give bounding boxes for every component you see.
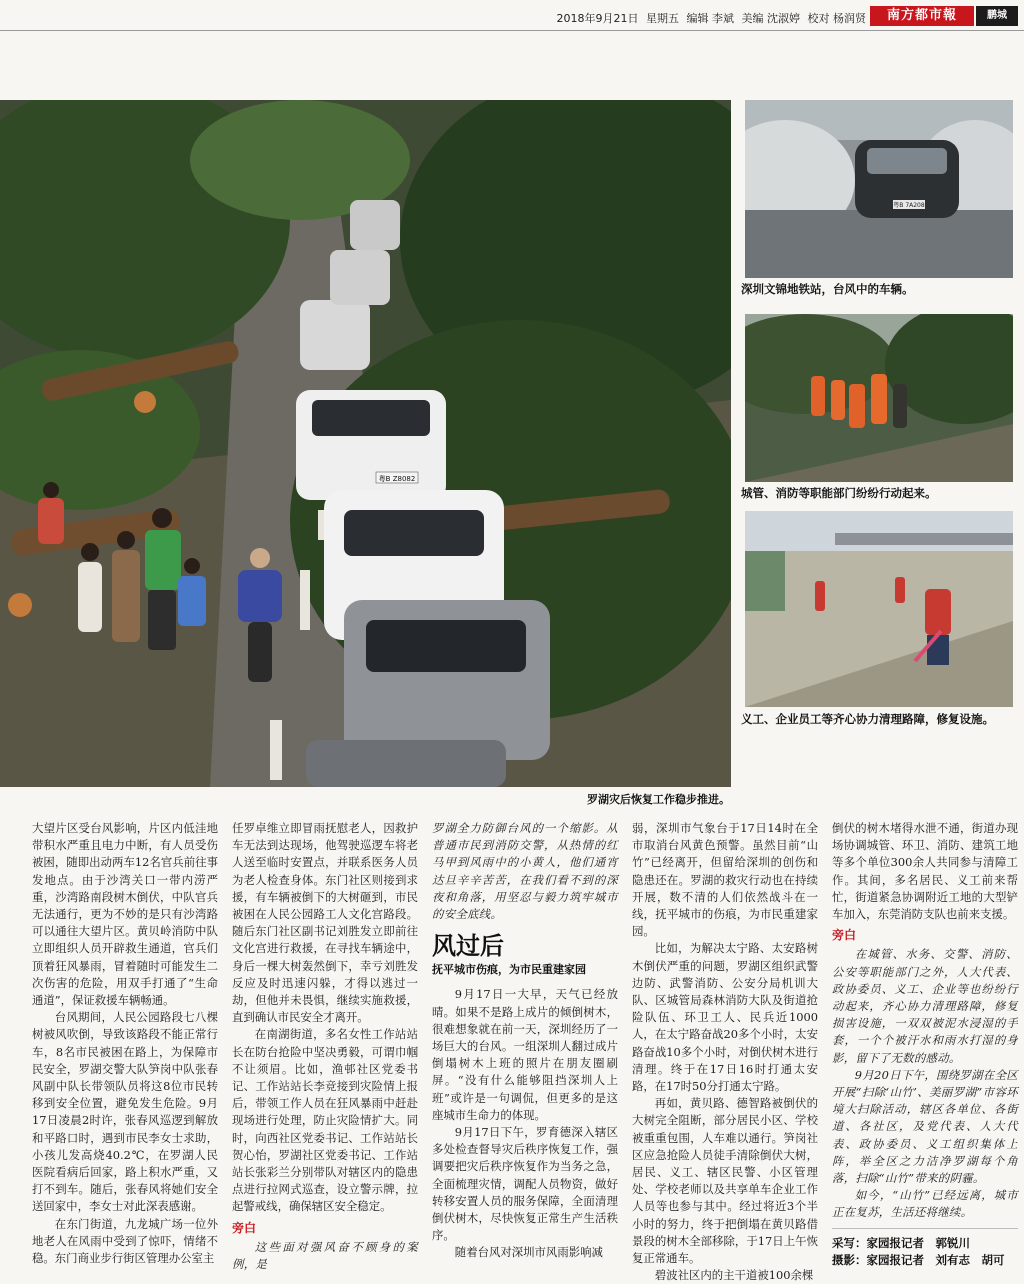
sidebar-label: 旁白 [232,1220,257,1235]
paragraph: 碧波社区内的主干道被100余棵 [654,1268,814,1283]
header-weekday: 星期五 [646,12,679,25]
flood-car-plate: 粤B 7A208 [893,202,925,209]
paragraph: 比如，为解决太宁路、太安路树木倒伏严重的问题，罗湖区组织武警边防、武警消防、公安分局机训大队、区城管局森林消防大队及街道抢险队伍、环卫工人、民兵近1000人，在太宁路奋战20多个小时，太安路奋战10多个小时，对倒伏树木进行清理。终于在17日16时打通太安路，在17时50分打通太宁路。 [632,941,818,1094]
paragraph: 弱，深圳市气象台于17日14时在全市取消台风黄色预警。虽然目前“山竹”已经离开，但留给深圳的创伤和隐患还在。罗湖的救灾行动也在持续开展，数不清的人们依然战斗在一线，抚平城市的伤痕，为市民重建家园。 [632,821,818,939]
article-subhead: 抚平城市伤痕，为市民重建家园 [432,963,586,977]
article-column-2 [232,820,418,1273]
article-column-3 [432,820,618,1262]
sidebar-text: 在城管、水务、交警、消防、公安等职能部门之外，人大代表、政协委员、义工、企业等也纷纷行动起来，齐心协力清理路障，修复损害设施，一双双被泥水浸湿的手套，一个个被汗水和雨水打湿的身影，留下了无数的感动。 [832,947,1018,1065]
paragraph: 随着台风对深圳市风雨影响减 [454,1245,603,1260]
main-car-plate: 粤B Z8082 [378,475,416,483]
paragraph: 9月17日下午，罗育德深入辖区多处检查督导灾后秩序恢复工作，强调要把灾后秩序恢复作为当务之急，全面梳理灾情，调配人员物资，做好转移安置人员的服务保障，全面清理倒伏树木，尽快恢复正常生产生活秩序。 [432,1125,618,1243]
paragraph: 大望片区受台风影响，片区内低洼地带积水严重且电力中断，有人员受伤被困，随即出动两车12名官兵前往事发地点。由于沙湾关口一带内涝严重，沙湾路南段树木倒伏，中队官兵无法通行，更为不妙的是只有沙湾路可以通往大望片区。黄贝岭消防中队立即组织人员开辟救生通道，官兵们顶着狂风暴雨，冒着随时可能发生二次伤害的危险，用双手打通了“生命通道”，保证救援车辆畅通。 [32,821,218,1008]
sidebar-text: 9月20日下午，围绕罗湖在全区开展“扫除‘山竹’、美丽罗湖”市容环境大扫除活动，辖区各单位、各街道、各社区，及党代表、人大代表、政协委员、义工组织集体上阵，举全区之力洁净罗湖每个角落，扫除“山竹”带来的阴霾。 [832,1067,1018,1186]
sidebar-text: 罗湖全力防御台风的一个缩影。从普通市民到消防交警，从热情的红马甲到风雨中的小黄人，他们通宵达旦辛辛苦苦，在我们看不到的深夜和角落，用坚忍与毅力筑牢城市的安全底线。 [432,821,618,922]
byline [832,1235,1018,1269]
section-logo: 鹏城 [976,6,1018,26]
photo-rescue-workers [745,314,1013,482]
photo-caption-3: 义工、企业员工等齐心协力清理路障，修复设施。 [741,712,994,726]
divider [832,1228,1018,1229]
header-date: 2018年9月21日 [556,12,639,25]
main-photo-caption: 罗湖灾后恢复工作稳步推进。 [587,793,730,806]
page-header [0,0,1024,31]
paragraph: 在东门街道，九龙城广场一位外地老人在风雨中受到了惊吓，情绪不稳。东门商业步行街区管理办公室主 [32,1216,218,1266]
paragraph: 倒伏的树木堵得水泄不通，街道办现场协调城管、环卫、消防、建筑工地等多个单位300余人共同参与清障工作。其间，多名居民、义工前来帮忙，街道紧急协调附近工地的大型铲车加入，东莞消防支队也前来支援。 [832,821,1018,922]
byline-photographer: 摄影：家园报记者 刘有志 胡可 [832,1252,1005,1267]
sidebar-text: 如今，“山竹”已经远离，城市正在复苏，生活还将继续。 [832,1188,1018,1220]
article-column-1 [32,820,218,1267]
article-column-4 [632,820,818,1284]
byline-writer: 采写：家园报记者 郭锐川 [832,1235,970,1250]
sidebar-label: 旁白 [832,928,857,943]
paragraph: 台风期间，人民公园路段七八棵树被风吹倒，导致该路段不能正常行车，8名市民被困在路上，为保障市民安全，罗湖交警大队笋岗中队张春风副中队长带领队员将这8位市民转移到安全位置，避免发生危险。9月17日凌晨2时许，张春风巡逻到解放和平路口时，遇到市民李女士求助，小孩儿发高烧40.2℃，在罗湖人民医院看病后回家，路上积水严重，又打不到车。随后，张春风将她们安全送回家中，李女士对此深表感谢。 [32,1010,218,1214]
photo-caption-1: 深圳文锦地铁站，台风中的车辆。 [741,282,914,296]
photo-caption-2: 城管、消防等职能部门纷纷行动起来。 [741,486,937,500]
header-proofreader: 校对 杨润贤 [807,12,866,25]
header-art-editor: 美编 沈淑婷 [741,12,800,25]
paragraph: 再如，黄贝路、德智路被倒伏的大树完全阻断，部分居民小区、学校被重重包围，人车难以通行。笋岗社区应急抢险人员徒手清除倒伏大树，居民、义工、辖区民警、小区管理处、学校老师以及共享单车企业工作人员等也参与其中。经过将近3个半小时的努力，终于把倒塌在黄贝路借景段的树木全部移除，于17日上午恢复正常通车。 [632,1096,818,1266]
main-photo-road-cars-fallen-trees [0,100,731,787]
paragraph: 任罗卓维立即冒雨抚慰老人，因救护车无法到达现场，他驾驶巡逻车将老人送至临时安置点，并联系医务人员为老人检查身体。东门社区则接到求援，有车辆被倒下的大树砸到，市民被困在人民公园路工人文化宫路段。随后东门社区副书记刘胜发立即前往文化宫进行救援，在寻找车辆途中，身后一棵大树轰然倒下，幸亏刘胜发反应及时迅速闪躲，才得以逃过一劫，但他并未畏惧，继续实施救援，直到确认市民安全才离开。 [232,821,418,1025]
photo-volunteers-cleaning [745,511,1013,707]
paragraph: 9月17日一大早，天气已经放晴。如果不是路上成片的倾倒树木，很难想象就在前一天，深圳经历了一场巨大的台风。一组深圳人翻过成片倒塌树木上班的照片在朋友圈刷屏。“没有什么能够阻挡深圳人上班”或许是一句调侃，但更多的是这座城市生命力的体现。 [432,987,618,1122]
sidebar-text: 这些面对强风奋不顾身的案例，是 [232,1239,418,1272]
header-meta [553,10,867,26]
photo-car-in-flood [745,100,1013,278]
paragraph: 在南湖街道，多名女性工作站站长在防台抢险中坚决勇毅，可谓巾帼不让须眉。比如，渔邨社区党委书记、工作站站长李竞接到灾险情上报后，带领工作人员在狂风暴雨中赶赴现场进行处理，防止灾险情扩大。同时，向西社区党委书记、工作站站长贺心怡，罗湖社区党委书记、工作站站长张彩兰分别带队对辖区内的隐患点进行拉网式巡查，设立警示牌，拉起警戒线，确保辖区安全稳定。 [232,1027,418,1214]
article-headline: 风过后 [432,932,504,961]
article-column-5 [832,820,1018,1269]
header-editor: 编辑 李斌 [686,12,734,25]
newspaper-logo: 南方都市報 [870,6,974,26]
